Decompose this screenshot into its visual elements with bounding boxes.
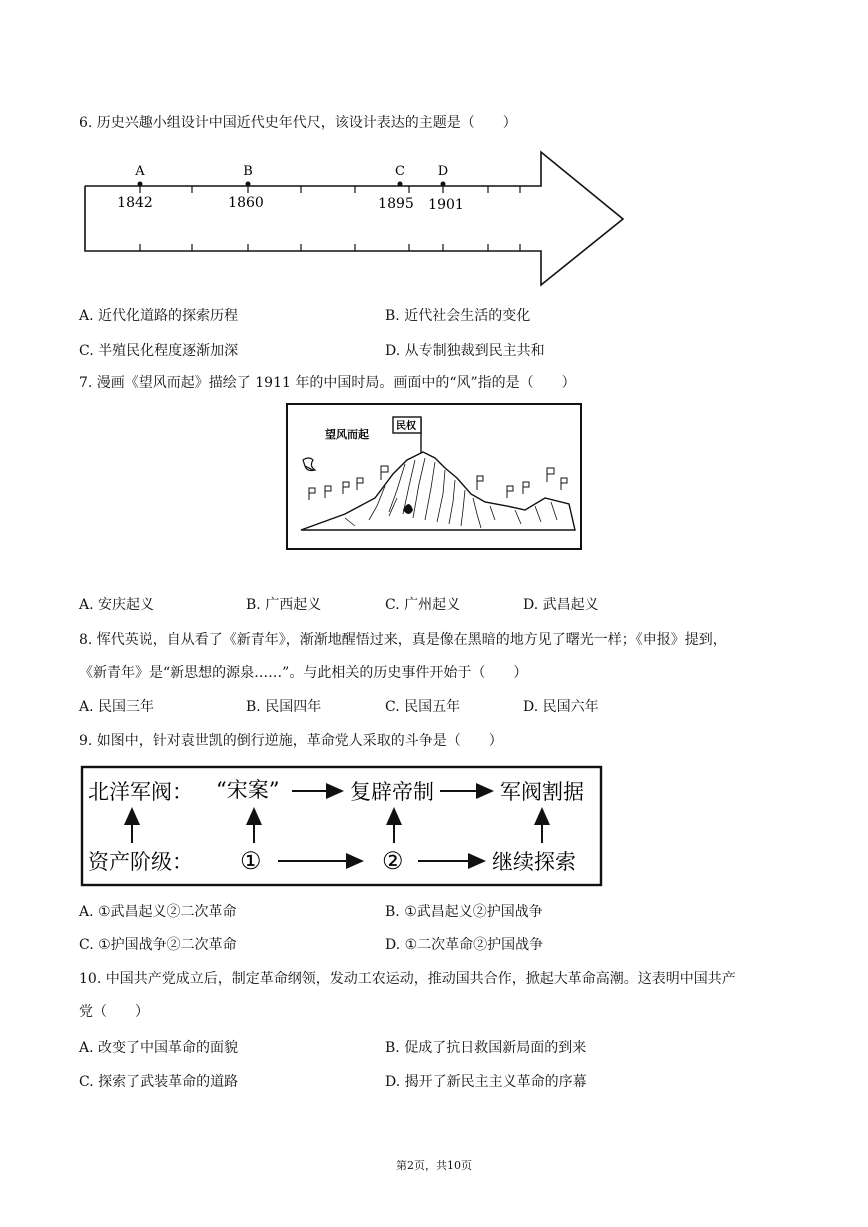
timeline-point-d-label: D <box>437 164 449 179</box>
timeline-ticks-top <box>140 186 520 193</box>
cartoon-title: 望风而起 <box>325 428 369 441</box>
diagram-bottom-label: 资产阶级： <box>88 850 193 874</box>
q8-option-b[interactable]: B. 民国四年 <box>246 699 322 715</box>
timeline-point-b-label: B <box>243 164 253 179</box>
timeline-point-c-label: C <box>395 164 405 179</box>
q10-option-d[interactable]: D. 揭开了新民主主义革命的序幕 <box>385 1074 587 1090</box>
cartoon-figure <box>285 402 585 552</box>
q6-stem: 6. 历史兴趣小组设计中国近代史年代尺，该设计表达的主题是（ ） <box>79 115 517 131</box>
q10-stem-line1: 10. 中国共产党成立后，制定革命纲领，发动工农运动，推动国共合作，掀起大革命高潮。这表明中国共产 <box>79 971 736 987</box>
page-footer: 第2页，共10页 <box>396 1159 472 1172</box>
q7-option-d[interactable]: D. 武昌起义 <box>523 597 599 613</box>
diagram-top-item-3: 军阀割据 <box>500 780 584 804</box>
q7-option-c[interactable]: C. 广州起义 <box>385 597 461 613</box>
q10-option-a[interactable]: A. 改变了中国革命的面貌 <box>79 1040 239 1056</box>
q9-stem: 9. 如图中，针对袁世凯的倒行逆施，革命党人采取的斗争是（ ） <box>79 733 503 749</box>
q9-option-c[interactable]: C. ①护国战争②二次革命 <box>79 937 237 953</box>
struggle-diagram <box>80 765 604 889</box>
diagram-bottom-item-3: 继续探索 <box>492 850 576 874</box>
cartoon-flag-text: 民权 <box>396 421 416 432</box>
diagram-top-item-1: “宋案” <box>216 778 280 802</box>
timeline-point-d-year: 1901 <box>428 197 464 213</box>
q9-option-b[interactable]: B. ①武昌起义②护国战争 <box>385 904 543 920</box>
q6-option-a[interactable]: A. 近代化道路的探索历程 <box>79 308 239 324</box>
q6-option-d[interactable]: D. 从专制独裁到民主共和 <box>385 343 545 359</box>
timeline-point-b <box>228 164 264 211</box>
q6-option-b[interactable]: B. 近代社会生活的变化 <box>385 308 531 324</box>
diagram-bottom-item-2: ② <box>382 847 404 875</box>
timeline-ticks-bottom <box>140 244 520 251</box>
q8-stem-line2: 《新青年》是“新思想的源泉……”。与此相关的历史事件开始于（ ） <box>79 665 528 681</box>
timeline-point-a-label: A <box>135 164 145 179</box>
q8-stem-line1: 8. 恽代英说，自从看了《新青年》，渐渐地醒悟过来，真是像在黑暗的地方见了曙光一样；《申报》提到， <box>79 632 727 648</box>
q6-option-c[interactable]: C. 半殖民化程度逐渐加深 <box>79 343 239 359</box>
q9-option-d[interactable]: D. ①二次革命②护国战争 <box>385 937 544 953</box>
q8-option-a[interactable]: A. 民国三年 <box>79 699 155 715</box>
timeline-point-a-year: 1842 <box>117 195 153 211</box>
q7-option-b[interactable]: B. 广西起义 <box>246 597 322 613</box>
diagram-top-label: 北洋军阀： <box>88 780 193 804</box>
timeline-point-c-year: 1895 <box>378 196 414 212</box>
timeline-point-a <box>117 164 153 211</box>
q8-option-d[interactable]: D. 民国六年 <box>523 699 599 715</box>
diagram-top-item-2: 复辟帝制 <box>350 780 434 804</box>
timeline-figure <box>80 150 628 288</box>
diagram-bottom-item-1: ① <box>240 847 262 875</box>
q7-option-a[interactable]: A. 安庆起义 <box>79 597 155 613</box>
timeline-arrow-outline <box>85 152 623 285</box>
q10-option-c[interactable]: C. 探索了武装革命的道路 <box>79 1074 239 1090</box>
q10-option-b[interactable]: B. 促成了抗日救国新局面的到来 <box>385 1040 587 1056</box>
q9-option-a[interactable]: A. ①武昌起义②二次革命 <box>79 904 237 920</box>
q8-option-c[interactable]: C. 民国五年 <box>385 699 461 715</box>
timeline-point-d <box>428 164 464 213</box>
q10-stem-line2: 党（ ） <box>79 1004 149 1020</box>
timeline-point-b-year: 1860 <box>228 195 264 211</box>
q7-stem: 7. 漫画《望风而起》描绘了 1911 年的中国时局。画面中的“风”指的是（ ） <box>79 375 576 391</box>
